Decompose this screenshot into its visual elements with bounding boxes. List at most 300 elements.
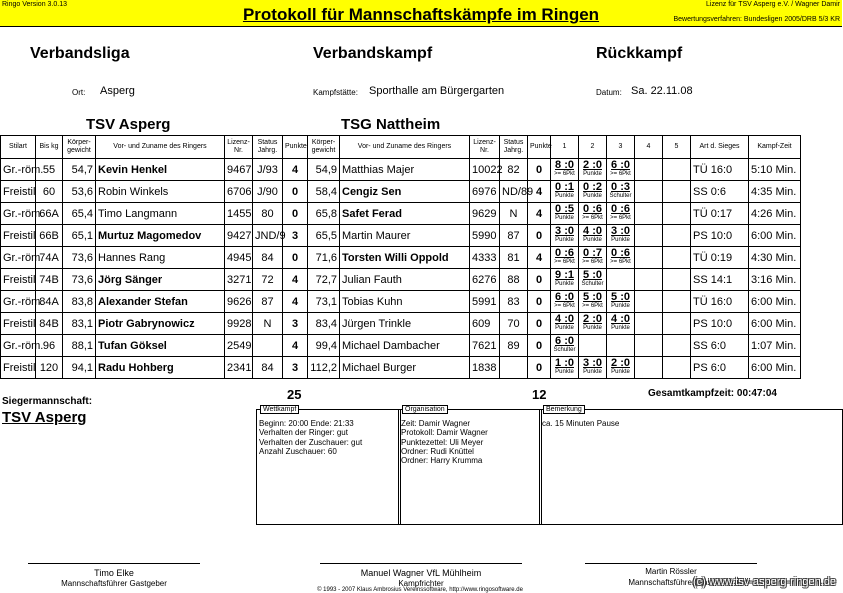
home-wrestler-name: Radu Hohberg <box>96 357 225 379</box>
round-score: 9 :1 <box>555 268 574 281</box>
away-wrestler-name: Julian Fauth <box>340 269 470 291</box>
away-points: 0 <box>528 291 551 313</box>
round-note: >= 6Pkt <box>610 258 631 265</box>
copyright-text: © 1993 - 2007 Klaus Ambrosius Vereinssoftware, http://www.ringosoftware.de <box>317 587 523 593</box>
weight-class-style: Freistil <box>1 269 36 291</box>
home-license: 2341 <box>225 357 253 379</box>
round-4-result <box>635 159 663 181</box>
round-score: 0 :5 <box>555 202 574 215</box>
table-row <box>1 357 801 379</box>
winner-team: TSV Asperg <box>2 409 87 426</box>
round-5-result <box>663 357 691 379</box>
weight-class-style: Freistil <box>1 313 36 335</box>
round-score: 8 :0 <box>555 158 574 171</box>
round-score: 3 :0 <box>611 224 630 237</box>
round-note: Punkte <box>555 192 574 199</box>
bout-time: 6:00 Min. <box>749 225 801 247</box>
round-3-result <box>607 225 635 247</box>
winner-label: Siegermannschaft: <box>2 396 93 407</box>
table-row <box>1 335 801 357</box>
away-wrestler-name: Jürgen Trinkle <box>340 313 470 335</box>
weight-class-style: Gr.-röm. <box>1 159 36 181</box>
round-note: Punkte <box>583 170 602 177</box>
away-weight: 99,4 <box>308 335 340 357</box>
bout-table <box>0 135 801 379</box>
round-1-result <box>551 203 579 225</box>
round-2-result <box>579 291 607 313</box>
round-score: 1 :0 <box>555 356 574 369</box>
weight-class: 66B <box>36 225 63 247</box>
signature-line-right <box>585 563 757 564</box>
col-stilart: Stilart <box>1 136 36 159</box>
software-version: Ringo Version 3.0.13 <box>2 1 67 8</box>
home-license: 1455 <box>225 203 253 225</box>
away-wrestler-name: Matthias Majer <box>340 159 470 181</box>
round-2-result <box>579 335 607 357</box>
round-note: Punkte <box>555 236 574 243</box>
round-note: >= 6Pkt <box>582 258 603 265</box>
competition-box-text: Beginn: 20:00 Ende: 21:33 Verhalten der Ringer: gut Verhalten der Zuschauer: gut Anzahl Zuschauer: 60 <box>259 419 363 456</box>
away-wrestler-name: Michael Burger <box>340 357 470 379</box>
home-wrestler-name: Murtuz Magomedov <box>96 225 225 247</box>
home-points: 4 <box>283 159 308 181</box>
round-note: Punkte <box>555 324 574 331</box>
away-total-points: 12 <box>532 387 547 402</box>
round-score: 5 :0 <box>583 290 602 303</box>
round-3-result <box>607 269 635 291</box>
home-weight: 54,7 <box>63 159 96 181</box>
away-weight: 54,9 <box>308 159 340 181</box>
col-bout-time: Kampf-Zeit <box>749 136 801 159</box>
header-bar <box>0 0 842 27</box>
home-status: 84 <box>253 247 283 269</box>
away-license: 6976 <box>470 181 500 203</box>
home-status: 80 <box>253 203 283 225</box>
round-score: 0 :2 <box>583 180 602 193</box>
round-3-result <box>607 335 635 357</box>
round-note: >= 6Pkt <box>554 302 575 309</box>
round-note: Punkte <box>583 192 602 199</box>
bout-rows <box>1 159 801 379</box>
away-license: 5991 <box>470 291 500 313</box>
round-5-result <box>663 181 691 203</box>
total-bout-time: Gesamtkampfzeit: 00:47:04 <box>648 388 777 399</box>
away-points: 4 <box>528 247 551 269</box>
license-text: Lizenz für TSV Asperg e.V. / Wagner Damir <box>706 1 840 8</box>
signature-line-mid <box>320 563 522 564</box>
away-weight: 72,7 <box>308 269 340 291</box>
home-status: N <box>253 313 283 335</box>
away-license: 7621 <box>470 335 500 357</box>
remarks-box <box>539 406 843 525</box>
round-score: 3 :0 <box>583 356 602 369</box>
round-1-result <box>551 335 579 357</box>
col-away-weight: Körper-gewicht <box>308 136 340 159</box>
organisation-box-label: Organisation <box>402 405 448 414</box>
weight-class: 84B <box>36 313 63 335</box>
away-wrestler-name: Safet Ferad <box>340 203 470 225</box>
away-wrestler-name: Martin Maurer <box>340 225 470 247</box>
col-home-status: Status Jahrg. <box>253 136 283 159</box>
round-score: 2 :0 <box>583 312 602 325</box>
competition-box-label: Wettkampf <box>260 405 299 414</box>
round-4-result <box>635 269 663 291</box>
win-type: TÜ 16:0 <box>691 159 749 181</box>
away-status: 89 <box>500 335 528 357</box>
table-header-row <box>1 136 801 159</box>
home-license: 2549 <box>225 335 253 357</box>
round-3-result <box>607 291 635 313</box>
away-weight: 112,2 <box>308 357 340 379</box>
weight-class: 120 <box>36 357 63 379</box>
round-2-result <box>579 269 607 291</box>
competition-box <box>256 406 401 525</box>
home-points: 0 <box>283 181 308 203</box>
round-note: Punkte <box>611 302 630 309</box>
away-wrestler-name: Tobias Kuhn <box>340 291 470 313</box>
away-wrestler-name: Cengiz Sen <box>340 181 470 203</box>
home-wrestler-name: Alexander Stefan <box>96 291 225 313</box>
bout-time: 4:26 Min. <box>749 203 801 225</box>
round-5-result <box>663 269 691 291</box>
away-status: 83 <box>500 291 528 313</box>
home-wrestler-name: Robin Winkels <box>96 181 225 203</box>
venue-label: Kampfstätte: <box>313 88 358 97</box>
home-weight: 65,4 <box>63 203 96 225</box>
table-row <box>1 313 801 335</box>
away-status: 82 <box>500 159 528 181</box>
signature-mid-name: Manuel Wagner VfL Mühlheim <box>360 568 482 578</box>
round-note: Punkte <box>583 236 602 243</box>
weight-class: 74A <box>36 247 63 269</box>
page-title: Protokoll für Mannschaftskämpfe im Ringen <box>242 5 600 24</box>
round-score: 4 :0 <box>583 224 602 237</box>
away-license: 6276 <box>470 269 500 291</box>
round-2-result <box>579 181 607 203</box>
league-label: Verbandsliga <box>30 45 130 62</box>
round-note: Punkte <box>583 368 602 375</box>
away-weight: 73,1 <box>308 291 340 313</box>
round-score: 2 :0 <box>611 356 630 369</box>
home-team-name: TSV Asperg <box>86 116 171 133</box>
home-weight: 94,1 <box>63 357 96 379</box>
round-score: 6 :0 <box>611 158 630 171</box>
away-points: 0 <box>528 335 551 357</box>
round-5-result <box>663 335 691 357</box>
weight-class-style: Freistil <box>1 357 36 379</box>
round-note: Punkte <box>555 368 574 375</box>
home-weight: 73,6 <box>63 269 96 291</box>
round-note: >= 6Pkt <box>582 214 603 221</box>
away-wrestler-name: Torsten Willi Oppold <box>340 247 470 269</box>
round-5-result <box>663 159 691 181</box>
round-score: 4 :0 <box>555 312 574 325</box>
weight-class: 66A <box>36 203 63 225</box>
round-5-result <box>663 247 691 269</box>
bout-time: 5:10 Min. <box>749 159 801 181</box>
home-wrestler-name: Hannes Rang <box>96 247 225 269</box>
win-type: TÜ 0:17 <box>691 203 749 225</box>
round-score: 3 :0 <box>555 224 574 237</box>
signature-mid-role: Kampfrichter <box>398 579 444 588</box>
home-weight: 53,6 <box>63 181 96 203</box>
remarks-box-text: ca. 15 Minuten Pause <box>542 419 620 428</box>
away-weight: 83,4 <box>308 313 340 335</box>
round-1-result <box>551 313 579 335</box>
match-type-label: Verbandskampf <box>313 45 433 62</box>
signature-right-role: Mannschaftsführer Gast <box>628 578 714 587</box>
home-license: 3271 <box>225 269 253 291</box>
weight-class: 74B <box>36 269 63 291</box>
round-score: 0 :6 <box>555 246 574 259</box>
weight-class: 55 <box>36 159 63 181</box>
home-weight: 83,1 <box>63 313 96 335</box>
round-1-result <box>551 269 579 291</box>
signature-right-name: Martin Rössler <box>645 567 697 576</box>
date-value: Sa. 22.11.08 <box>631 85 693 97</box>
round-note: Schulter <box>609 192 632 199</box>
away-weight: 58,4 <box>308 181 340 203</box>
round-note: Punkte <box>583 324 602 331</box>
col-home-name: Vor- und Zuname des Ringers <box>96 136 225 159</box>
home-status: 87 <box>253 291 283 313</box>
home-license: 9626 <box>225 291 253 313</box>
round-4-result <box>635 357 663 379</box>
bout-time: 4:30 Min. <box>749 247 801 269</box>
table-row <box>1 225 801 247</box>
watermark-text: (c) www.tsv-asperg-ringen.de <box>693 576 837 588</box>
home-weight: 88,1 <box>63 335 96 357</box>
bout-time: 6:00 Min. <box>749 313 801 335</box>
round-1-result <box>551 181 579 203</box>
away-status: 81 <box>500 247 528 269</box>
remarks-box-label: Bemerkung <box>543 405 585 414</box>
home-wrestler-name: Tufan Göksel <box>96 335 225 357</box>
round-note: >= 6Pkt <box>554 170 575 177</box>
away-points: 4 <box>528 181 551 203</box>
table-row <box>1 203 801 225</box>
away-status: ND/89 <box>500 181 528 203</box>
win-type: PS 10:0 <box>691 313 749 335</box>
away-license: 5990 <box>470 225 500 247</box>
away-weight: 71,6 <box>308 247 340 269</box>
organisation-box <box>398 406 542 525</box>
col-away-points: Punkte <box>528 136 551 159</box>
round-1-result <box>551 247 579 269</box>
weight-class-style: Freistil <box>1 181 36 203</box>
round-3-result <box>607 313 635 335</box>
away-status: 88 <box>500 269 528 291</box>
table-row <box>1 291 801 313</box>
away-license: 1838 <box>470 357 500 379</box>
round-2-result <box>579 203 607 225</box>
organisation-box-text: Zeit: Damir Wagner Protokoll: Damir Wagner Punktezettel: Uli Meyer Ordner: Rudi Knüttel Ordner: Harry Krumma <box>401 419 488 466</box>
col-home-points: Punkte <box>283 136 308 159</box>
bout-time: 1:07 Min. <box>749 335 801 357</box>
home-total-points: 25 <box>287 387 302 402</box>
round-score: 5 :0 <box>611 290 630 303</box>
away-wrestler-name: Michael Dambacher <box>340 335 470 357</box>
weight-class-style: Gr.-röm. <box>1 335 36 357</box>
win-type: PS 6:0 <box>691 357 749 379</box>
bout-time: 6:00 Min. <box>749 357 801 379</box>
round-5-result <box>663 291 691 313</box>
round-note: >= 6Pkt <box>610 170 631 177</box>
round-score: 0 :1 <box>555 180 574 193</box>
method-text: Bewertungsverfahren: Bundesligen 2005/DRB 5/3 KR <box>673 16 840 23</box>
round-score: 6 :0 <box>555 290 574 303</box>
col-round-4: 4 <box>635 136 663 159</box>
round-score: 0 :6 <box>611 246 630 259</box>
table-row <box>1 247 801 269</box>
round-2-result <box>579 225 607 247</box>
home-status: 84 <box>253 357 283 379</box>
round-note: Punkte <box>555 280 574 287</box>
round-score: 4 :0 <box>611 312 630 325</box>
round-note: Punkte <box>611 324 630 331</box>
round-4-result <box>635 335 663 357</box>
col-away-status: Status Jahrg. <box>500 136 528 159</box>
col-win-type: Art d. Sieges <box>691 136 749 159</box>
away-points: 0 <box>528 159 551 181</box>
away-license: 4333 <box>470 247 500 269</box>
home-status: J/93 <box>253 159 283 181</box>
round-note: Punkte <box>611 236 630 243</box>
home-weight: 73,6 <box>63 247 96 269</box>
round-score: 0 :7 <box>583 246 602 259</box>
round-4-result <box>635 291 663 313</box>
weight-class: 96 <box>36 335 63 357</box>
round-1-result <box>551 159 579 181</box>
home-status <box>253 335 283 357</box>
table-row <box>1 181 801 203</box>
bout-time: 6:00 Min. <box>749 291 801 313</box>
home-wrestler-name: Jörg Sänger <box>96 269 225 291</box>
ort-value: Asperg <box>100 85 135 97</box>
home-wrestler-name: Kevin Henkel <box>96 159 225 181</box>
home-points: 0 <box>283 247 308 269</box>
weight-class: 84A <box>36 291 63 313</box>
away-license: 609 <box>470 313 500 335</box>
col-round-2: 2 <box>579 136 607 159</box>
signature-left-role: Mannschaftsführer Gastgeber <box>61 579 167 588</box>
round-1-result <box>551 291 579 313</box>
signature-line-left <box>28 563 200 564</box>
win-type: SS 6:0 <box>691 335 749 357</box>
col-round-5: 5 <box>663 136 691 159</box>
round-note: >= 6Pkt <box>554 258 575 265</box>
win-type: SS 0:6 <box>691 181 749 203</box>
home-wrestler-name: Piotr Gabrynowicz <box>96 313 225 335</box>
away-weight: 65,5 <box>308 225 340 247</box>
col-away-license: Lizenz-Nr. <box>470 136 500 159</box>
bout-time: 3:16 Min. <box>749 269 801 291</box>
away-points: 4 <box>528 203 551 225</box>
signature-left-name: Timo Elke <box>94 568 134 578</box>
weight-class-style: Gr.-röm. <box>1 247 36 269</box>
home-points: 3 <box>283 313 308 335</box>
round-3-result <box>607 247 635 269</box>
win-type: TÜ 16:0 <box>691 291 749 313</box>
away-status <box>500 357 528 379</box>
away-license: 9629 <box>470 203 500 225</box>
round-5-result <box>663 203 691 225</box>
win-type: PS 10:0 <box>691 225 749 247</box>
away-status: 87 <box>500 225 528 247</box>
round-note: >= 6Pkt <box>610 214 631 221</box>
round-4-result <box>635 313 663 335</box>
win-type: TÜ 0:19 <box>691 247 749 269</box>
round-2-result <box>579 313 607 335</box>
round-3-result <box>607 159 635 181</box>
weight-class-style: Gr.-röm. <box>1 291 36 313</box>
round-1-result <box>551 225 579 247</box>
away-points: 0 <box>528 225 551 247</box>
home-status: J/90 <box>253 181 283 203</box>
away-points: 0 <box>528 269 551 291</box>
home-license: 9928 <box>225 313 253 335</box>
home-points: 4 <box>283 291 308 313</box>
away-points: 0 <box>528 357 551 379</box>
round-score: 6 :0 <box>555 334 574 347</box>
round-note: Punkte <box>611 368 630 375</box>
col-round-3: 3 <box>607 136 635 159</box>
round-4-result <box>635 181 663 203</box>
ort-label: Ort: <box>72 88 86 97</box>
round-score: 0 :6 <box>583 202 602 215</box>
round-5-result <box>663 225 691 247</box>
home-weight: 65,1 <box>63 225 96 247</box>
weight-class: 60 <box>36 181 63 203</box>
round-score: 2 :0 <box>583 158 602 171</box>
round-3-result <box>607 203 635 225</box>
round-3-result <box>607 181 635 203</box>
round-score: 0 :3 <box>611 180 630 193</box>
round-note: Schulter <box>581 280 604 287</box>
col-bis-kg: Bis kg <box>36 136 63 159</box>
col-home-weight: Körper-gewicht <box>63 136 96 159</box>
round-5-result <box>663 313 691 335</box>
away-status: N <box>500 203 528 225</box>
home-points: 3 <box>283 225 308 247</box>
table-row <box>1 159 801 181</box>
round-4-result <box>635 247 663 269</box>
date-label: Datum: <box>596 88 622 97</box>
table-row <box>1 269 801 291</box>
away-points: 0 <box>528 313 551 335</box>
away-weight: 65,8 <box>308 203 340 225</box>
round-4-result <box>635 225 663 247</box>
home-points: 3 <box>283 357 308 379</box>
col-round-1: 1 <box>551 136 579 159</box>
bout-time: 4:35 Min. <box>749 181 801 203</box>
away-license: 10022 <box>470 159 500 181</box>
col-away-name: Vor- und Zuname des Ringers <box>340 136 470 159</box>
home-points: 4 <box>283 335 308 357</box>
away-team-name: TSG Nattheim <box>341 116 441 133</box>
round-4-result <box>635 203 663 225</box>
round-2-result <box>579 159 607 181</box>
home-wrestler-name: Timo Langmann <box>96 203 225 225</box>
venue-value: Sporthalle am Bürgergarten <box>369 85 505 97</box>
home-status: 72 <box>253 269 283 291</box>
round-2-result <box>579 247 607 269</box>
weight-class-style: Gr.-röm. <box>1 203 36 225</box>
round-score: 0 :6 <box>611 202 630 215</box>
home-license: 6706 <box>225 181 253 203</box>
round-note: Schulter <box>553 346 576 353</box>
round-3-result <box>607 357 635 379</box>
